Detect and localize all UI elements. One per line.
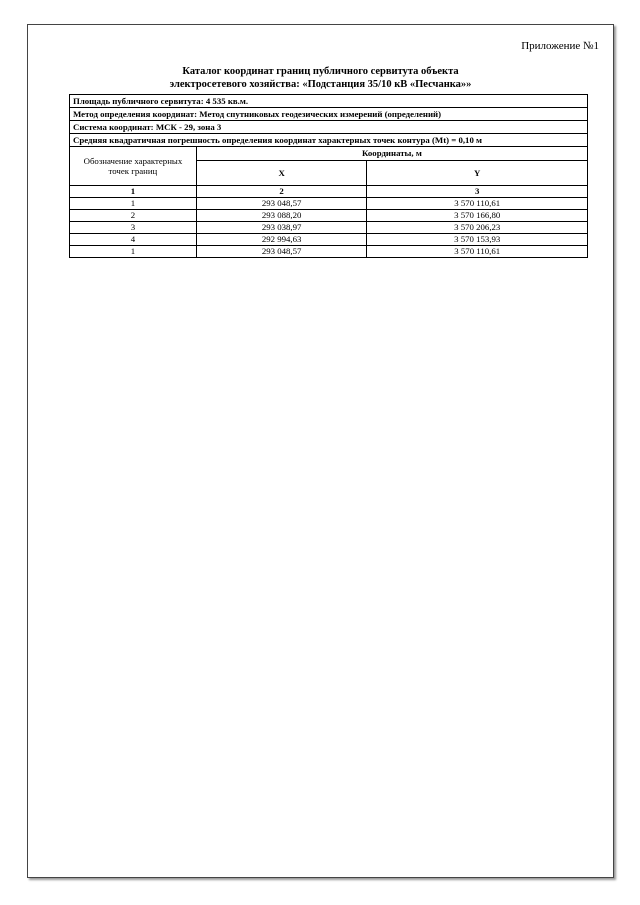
table-row xyxy=(70,246,588,258)
point-cell: 2 xyxy=(70,210,197,222)
point-column-header: Обозначение характерных точек границ xyxy=(70,147,197,186)
point-cell: 3 xyxy=(70,222,197,234)
column-number: 2 xyxy=(196,186,367,198)
coordinates-table xyxy=(69,94,588,258)
x-cell: 293 088,20 xyxy=(196,210,367,222)
point-cell: 1 xyxy=(70,198,197,210)
table-row xyxy=(70,198,588,210)
y-cell: 3 570 110,61 xyxy=(367,246,588,258)
column-number: 1 xyxy=(70,186,197,198)
x-cell: 293 038,97 xyxy=(196,222,367,234)
error-info: Средняя квадратичная погрешность определения координат характерных точек контура (Mt) = 0,10 м xyxy=(70,134,588,147)
column-numbers-row xyxy=(70,186,588,198)
x-cell: 293 048,57 xyxy=(196,198,367,210)
table-row xyxy=(70,210,588,222)
table-row xyxy=(70,234,588,246)
method-info: Метод определения координат: Метод спутниковых геодезических измерений (определений) xyxy=(70,108,588,121)
info-row-system xyxy=(70,121,588,134)
x-cell: 292 994,63 xyxy=(196,234,367,246)
y-cell: 3 570 110,61 xyxy=(367,198,588,210)
title-line-2: электросетевого хозяйства: «Подстанция 35/10 кВ «Песчанка»» xyxy=(169,79,472,90)
y-cell: 3 570 153,93 xyxy=(367,234,588,246)
point-cell: 1 xyxy=(70,246,197,258)
coordinates-header: Координаты, м xyxy=(196,147,587,161)
document-page xyxy=(27,24,614,878)
info-row-error xyxy=(70,134,588,147)
info-row-area xyxy=(70,95,588,108)
point-cell: 4 xyxy=(70,234,197,246)
y-column-header: Y xyxy=(367,161,588,186)
y-cell: 3 570 206,23 xyxy=(367,222,588,234)
table-row xyxy=(70,222,588,234)
document-title xyxy=(28,65,613,91)
appendix-label: Приложение №1 xyxy=(521,40,599,52)
column-number: 3 xyxy=(367,186,588,198)
x-column-header: X xyxy=(196,161,367,186)
info-row-method xyxy=(70,108,588,121)
x-cell: 293 048,57 xyxy=(196,246,367,258)
header-row xyxy=(70,147,588,161)
y-cell: 3 570 166,80 xyxy=(367,210,588,222)
title-line-1: Каталог координат границ публичного сервитута объекта xyxy=(182,66,459,77)
area-info: Площадь публичного сервитута: 4 535 кв.м. xyxy=(70,95,588,108)
coordinate-system-info: Система координат: МСК - 29, зона 3 xyxy=(70,121,588,134)
